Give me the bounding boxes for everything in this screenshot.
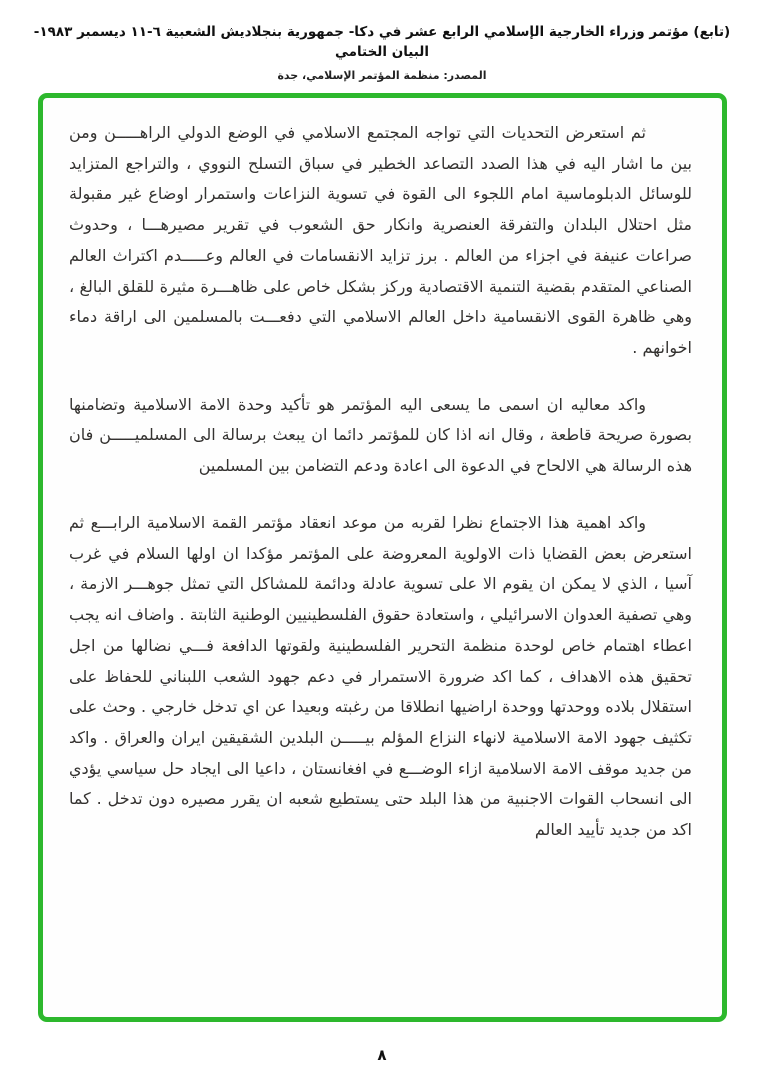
body-paragraph-2: واكد معاليه ان اسمى ما يسعى اليه المؤتمر هو تأكيد وحدة الامة الاسلامية وتضامنها بصورة صريحة قاطعة ، وقال انه اذا كان للمؤتمر دائما ان يبعث برسالة الى المسلميـــــن فان هذه الرسالة هي الالحاح في الدعوة الى اعادة ودعم التضامن بين المسلمين	[69, 394, 692, 476]
scanned-text-frame	[38, 93, 727, 1022]
scanned-text-body	[69, 118, 692, 846]
body-paragraph-3: واكد اهمية هذا الاجتماع نظرا لقربه من موعد انعقاد مؤتمر القمة الاسلامية الرابـــع ثم استعرض بعض القضايا ذات الاولوية المعروضة على المؤتمر مؤكدا ان اولها السلام في غرب آسيا ، الذي لا يمكن ان يقوم الا على تسوية عادلة ودائمة للمشاكل التي تمثل جوهـــر الازمة ، وهي تصفية العدوان الاسرائيلي ، واستعادة حقوق الفلسطينيين الوطنية الثابتة . واضاف انه يجب اعطاء اهتمام خاص لوحدة منظمة التحرير الفلسطينية ولقوتها الدافعة فـــي نضالها من اجل تحقيق هذه الاهداف ، كما اكد ضرورة الاستمرار في دعم جهود الشعب اللبناني للحفاظ على استقلال بلاده ووحدتها ووحدة اراضيها انطلاقا من رغبته وبعيدا عن اي تدخل خارجي . وحث على تكثيف جهود الامة الاسلامية لانهاء النزاع المؤلم بيـــــن البلدين الشقيقين ايران والعراق . واكد من جديد موقف الامة الاسلامية ازاء الوضـــع في افغانستان ، داعيا الى ايجاد حل سياسي يؤدي الى انسحاب القوات الاجنبية من هذا البلد حتى يستطيع شعبه ان يقرر مصيره دون تدخل . كما اكد من جديد تأييد العالم	[69, 512, 692, 840]
body-paragraph-1: ثم استعرض التحديات التي تواجه المجتمع الاسلامي في الوضع الدولي الراهـــــن ومن بين ما اشار اليه في هذا الصدد التصاعد الخطير في سباق التسلح النووي ، والتراجع المتزايد للوسائل الدبلوماسية امام اللجوء الى القوة في تسوية النزاعات واستمرار اوضاع غير مقبولة مثل احتلال البلدان والتفرقة العنصرية وانكار حق الشعوب في تقرير مصيرهـــا ، وحدوث صراعات عنيفة في اجزاء من العالم . برز تزايد الانقسامات في العالم وعـــــدم اكتراث العالم الصناعي المتقدم بقضية التنمية الاقتصادية وركز بشكل خاص على ظاهـــرة مثيرة للقلق البالغ ، وهي ظاهرة القوى الانقسامية داخل العالم الاسلامي التي دفعـــت بالمسلمين الى اراقة دماء اخوانهم .	[69, 123, 692, 358]
page-number: ٨	[377, 1046, 387, 1064]
page-footer	[0, 1045, 764, 1064]
header-source-line: المصدر: منظمة المؤتمر الإسلامي، جدة	[277, 68, 487, 82]
page-header	[0, 0, 764, 82]
header-title: (تابع) مؤتمر وزراء الخارجية الإسلامي الرابع عشر في دكا- جمهورية بنجلاديش الشعبية ٦-١١ ديسمبر ١٩٨٣- البيان الختامي	[33, 24, 731, 61]
